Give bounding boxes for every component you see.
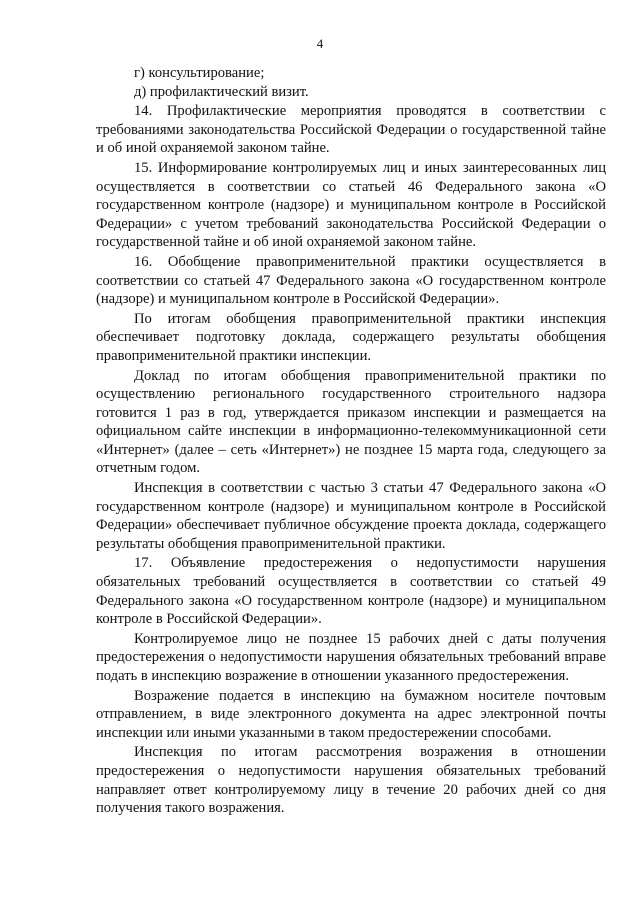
clause-17-paragraph-4: Инспекция по итогам рассмотрения возражения в отношении предостережения о недопустимости нарушения обязательных требований направляет ответ контролируемому лицу в течение 20 рабочих дней со дня получения такого возражения. <box>96 744 606 817</box>
clause-17: 17. Объявление предостережения о недопустимости нарушения обязательных требований осуществляется в соответствии со статьей 49 Федерального закона «О государственном контроле (надзоре) и муниципальном контроле в Российской Федерации». <box>96 555 606 628</box>
clause-16: 16. Обобщение правоприменительной практики осуществляется в соответствии со статьей 47 Федерального закона «О государственном контроле (надзоре) и муниципальном контроле в Российской Федерации». <box>96 253 606 308</box>
clause-16-paragraph-3: Доклад по итогам обобщения правоприменительной практики по осуществлению регионального государственного строительного надзора готовится 1 раз в год, утверждается приказом инспекции и размещается на официальном сайте инспекции в информационно-телекоммуникационной сети «Интернет» (далее – сеть «Интернет») не позднее 15 марта года, следующего за отчетным годом. <box>96 367 606 477</box>
clause-17-paragraph-2: Контролируемое лицо не позднее 15 рабочих дней с даты получения предостережения о недопустимости нарушения обязательных требований вправе подать в инспекцию возражение в отношении указанного предостережения. <box>96 630 606 684</box>
page-number: 4 <box>316 36 324 51</box>
clause-15: 15. Информирование контролируемых лиц и иных заинтересованных лиц осуществляется в соответствии со статьей 46 Федерального закона «О государственном контроле (надзоре) и муниципальном контроле в Российской Федерации» с учетом требований законодательства Российской Федерации о государственной тайне и об иной охраняемой законом тайне. <box>96 159 606 251</box>
document-body <box>96 64 606 818</box>
clause-16-paragraph-4: Инспекция в соответствии с частью 3 статьи 47 Федерального закона «О государственном контроле (надзоре) и муниципальном контроле в Российской Федерации» обеспечивает публичное обсуждение проекта доклада, содержащего результаты обобщения правоприменительной практики. <box>96 480 606 552</box>
list-item-d: д) профилактический визит. <box>134 83 309 100</box>
clause-14: 14. Профилактические мероприятия проводятся в соответствии с требованиями законодательства Российской Федерации о государственной тайне и об иной охраняемой законом тайне. <box>96 103 606 157</box>
clause-17-paragraph-3: Возражение подается в инспекцию на бумажном носителе почтовым отправлением, в виде электронного документа на адрес электронной почты инспекции или иными указанными в таком предостережении способами. <box>96 687 606 741</box>
clause-16-paragraph-2: По итогам обобщения правоприменительной практики инспекция обеспечивает подготовку доклада, содержащего результаты обобщения правоприменительной практики инспекции. <box>96 310 606 364</box>
list-item-g: г) консультирование; <box>134 65 265 81</box>
